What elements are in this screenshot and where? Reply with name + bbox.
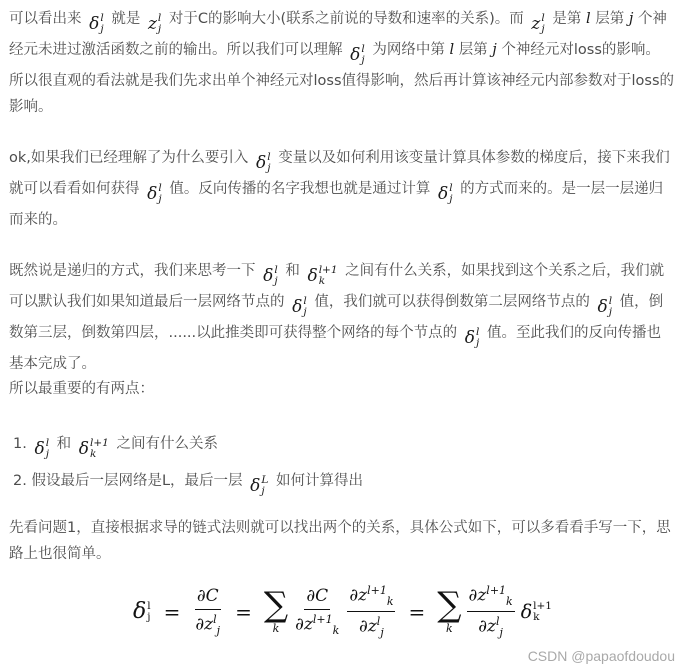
paragraph-4: 所以最重要的有两点： — [9, 381, 154, 397]
text: 值，倒数第三层，倒数第四层，......以此推类即可获得整个网络的每个节点的 — [9, 294, 664, 341]
text: 个神经元未进过激活函数之前的输出。所以我们可以理解 — [9, 11, 667, 58]
math-delta-lp1-k: δ l+1 k — [307, 264, 338, 287]
text: 值。反向传播的名字我想也就是通过计算 — [169, 181, 431, 197]
math-z-l-j: z l j — [531, 12, 545, 35]
paragraph-2 — [9, 145, 674, 233]
sum-symbol: ∑ k — [437, 585, 462, 636]
math-delta-l-j: δ l j — [597, 295, 613, 318]
fraction-dC-dzk: $\frac{\partial C}{\partial z^{l+1}_k}$ — [295, 586, 340, 638]
text: 就是 — [111, 11, 141, 27]
text: 值。至此我们的反向传播也基本完成了。 — [9, 325, 661, 372]
text: 层第 — [595, 11, 625, 27]
math-delta-l-j: δ l j — [464, 326, 480, 349]
key-points-list — [13, 428, 613, 502]
paragraph-3 — [9, 258, 674, 377]
text: ok,如果我们已经理解了为什么要引入 — [9, 150, 249, 166]
fraction-dzk-dzj: $\frac{\partial z^{l+1}_k}{\partial z^l_j}$ — [349, 584, 394, 640]
text: 的方式而来的。是一层一层递归而来的。 — [9, 181, 664, 228]
math-delta-l-j: δ l j — [437, 182, 453, 205]
text: 为网络中第 — [372, 42, 445, 58]
math-delta-lp1-k: δ l+1 k — [78, 437, 109, 460]
text: 是第 — [552, 11, 582, 27]
paragraph-5: 先看问题1，直接根据求导的链式法则就可以找出两个的关系，具体公式如下，可以多看看手写一下，思路上也很简单。 — [9, 520, 671, 562]
math-delta-l-j: δ l j — [263, 264, 278, 287]
math-delta-l-j: δ l j — [147, 182, 162, 205]
math-delta-l-j: δ l j — [350, 43, 365, 66]
math-delta-l-j: δ l j — [292, 295, 307, 318]
fraction-dC-dz: $\frac{\partial C}{\partial z^l_j}$ — [195, 586, 221, 638]
paragraph-1 — [9, 6, 674, 120]
watermark: CSDN @papaofdoudou — [527, 648, 675, 664]
sum-symbol: ∑ k — [263, 585, 289, 636]
math-delta-l-j: δ l j — [34, 437, 50, 460]
math-j: j — [628, 11, 634, 27]
text: 值，我们就可以获得倒数第二层网络节点的 — [314, 294, 590, 310]
list-item: 1. δ l j 和 δ l+1 k 之间有什么关系 — [13, 428, 613, 465]
fraction-dzk-dzj: $\frac{\partial z^{l+1}_k}{\partial z^l_j}$ — [468, 584, 513, 640]
math-j: j — [492, 42, 497, 58]
chain-rule-formula: δ l j = $\frac{\partial C}{\partial z^l_j}$ = ∑ k $\frac{\partial C}{\partial z^{l+1}_k}$ $\frac{\partial z^{l+1}_k}{\partial z^l_j}$ = ∑ k $\frac{\partial z^{l+1}_k}{\partial z^l_j}$ δ l+1 k — [133, 584, 552, 640]
math-delta-L-j: δ L j — [250, 474, 269, 497]
math-l: l — [449, 42, 455, 58]
math-delta-l-j: δ l j — [256, 151, 271, 174]
text: 个神经元对loss的影响。所以很直观的看法就是我们先求出单个神经元对loss值得影响，然后再计算该神经元内部参数对于loss的影响。 — [9, 42, 675, 115]
text: 层第 — [458, 42, 488, 58]
math-z-l-j: z l j — [147, 12, 162, 35]
text: 之间有什么关系，如果找到这个关系之后，我们就可以默认我们如果知道最后一层网络节点的 — [9, 263, 665, 310]
list-item: 2. 假设最后一层网络是L，最后一层 δ L j 如何计算得出 — [13, 465, 613, 502]
text: 对于C的影响大小(联系之前说的导数和速率的关系)。而 — [168, 11, 524, 27]
formula-delta-k: δ l+1 k — [520, 599, 552, 623]
text: 既然说是递归的方式，我们来思考一下 — [9, 263, 256, 279]
text: 可以看出来 — [9, 11, 82, 27]
math-delta-l-j: δ l j — [89, 12, 104, 35]
math-l: l — [585, 11, 591, 27]
text: 变量以及如何利用该变量计算具体参数的梯度后，接下来我们就可以看看如何获得 — [9, 150, 670, 197]
formula-delta: δ l j — [133, 599, 151, 625]
text: 和 — [285, 263, 300, 279]
